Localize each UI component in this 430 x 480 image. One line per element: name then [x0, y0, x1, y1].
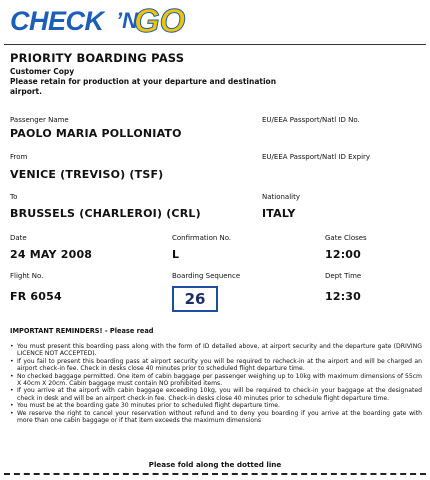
- from-value: VENICE (TREVISO) (TSF): [10, 168, 164, 181]
- reminder-item: • You must present this boarding pass along with the form of ID detailed above, at airport security and the departure gate (DRIVING LICENCE NOT ACCEPTED).: [10, 343, 422, 358]
- brand-logo: [10, 2, 210, 39]
- boarding-sequence-box: [172, 286, 218, 312]
- to-label: To: [10, 193, 18, 201]
- document-title: PRIORITY BOARDING PASS: [10, 51, 185, 65]
- to-value: BRUSSELS (CHARLEROI) (CRL): [10, 207, 201, 220]
- boarding-sequence-value: 26: [184, 290, 206, 308]
- fold-note: Please fold along the dotted line: [148, 460, 282, 469]
- gate-closes-value: 12:00: [325, 248, 362, 261]
- fold-dotted-line: [4, 473, 426, 475]
- copy-note: Customer Copy: [10, 67, 75, 76]
- passport-expiry-label: EU/EEA Passport/Natl ID Expiry: [262, 153, 371, 161]
- reminder-item: • If you fail to present this boarding pass at airport security you will be required to recheck-in at the airport and will be charged an airport check-in fee. Check in desks close 40 minutes prior to scheduled flight departure time.: [10, 358, 422, 373]
- reminder-item: • If you arrive at the airport with cabin baggage exceeding 10kg, you will be required to check-in your baggage at the designated check in desk and will be an airport check-in fee. Check-in desks close 40 minutes prior to schedule flight departure time.: [10, 387, 422, 402]
- reminder-item: • We reserve the right to cancel your reservation without refund and to deny you boarding if you arrive at the boarding gate with more than one cabin baggage or if that item exceeds the maximum dimensions: [10, 410, 422, 425]
- header-divider: [4, 44, 426, 45]
- boarding-sequence-label: Boarding Sequence: [172, 272, 241, 280]
- logo-go-text: GO: [134, 2, 186, 39]
- passenger-name-value: PAOLO MARIA POLLONIATO: [10, 127, 182, 140]
- date-value: 24 MAY 2008: [10, 248, 93, 261]
- gate-closes-label: Gate Closes: [325, 234, 367, 242]
- confirmation-value: L: [172, 248, 180, 261]
- reminders-list: [10, 343, 422, 424]
- reminder-item: • You must be at the boarding gate 30 minutes prior to scheduled flight departure time.: [10, 402, 422, 409]
- nationality-value: ITALY: [262, 207, 296, 220]
- passenger-name-label: Passenger Name: [10, 116, 69, 124]
- reminder-item: • No checked baggage permitted. One item of cabin baggage per passenger weighing up to 10kg with maximum dimensions of 55cm X 40cm X 20cm. Cabin baggage must contain NO prohibited items.: [10, 373, 422, 388]
- from-label: From: [10, 153, 28, 161]
- flight-label: Flight No.: [10, 272, 44, 280]
- dept-time-label: Dept Time: [325, 272, 362, 280]
- date-label: Date: [10, 234, 27, 242]
- dept-time-value: 12:30: [325, 290, 362, 303]
- confirmation-label: Confirmation No.: [172, 234, 232, 242]
- passport-label: EU/EEA Passport/Natl ID No.: [262, 116, 360, 124]
- flight-value: FR 6054: [10, 290, 62, 303]
- logo-check-text: CHECK: [10, 6, 104, 36]
- retain-note: Please retain for production at your departure and destination airport.: [10, 77, 277, 96]
- reminders-title: IMPORTANT REMINDERS! - Please read: [10, 327, 154, 335]
- nationality-label: Nationality: [262, 193, 301, 201]
- logo-n-text: ’N: [116, 8, 138, 33]
